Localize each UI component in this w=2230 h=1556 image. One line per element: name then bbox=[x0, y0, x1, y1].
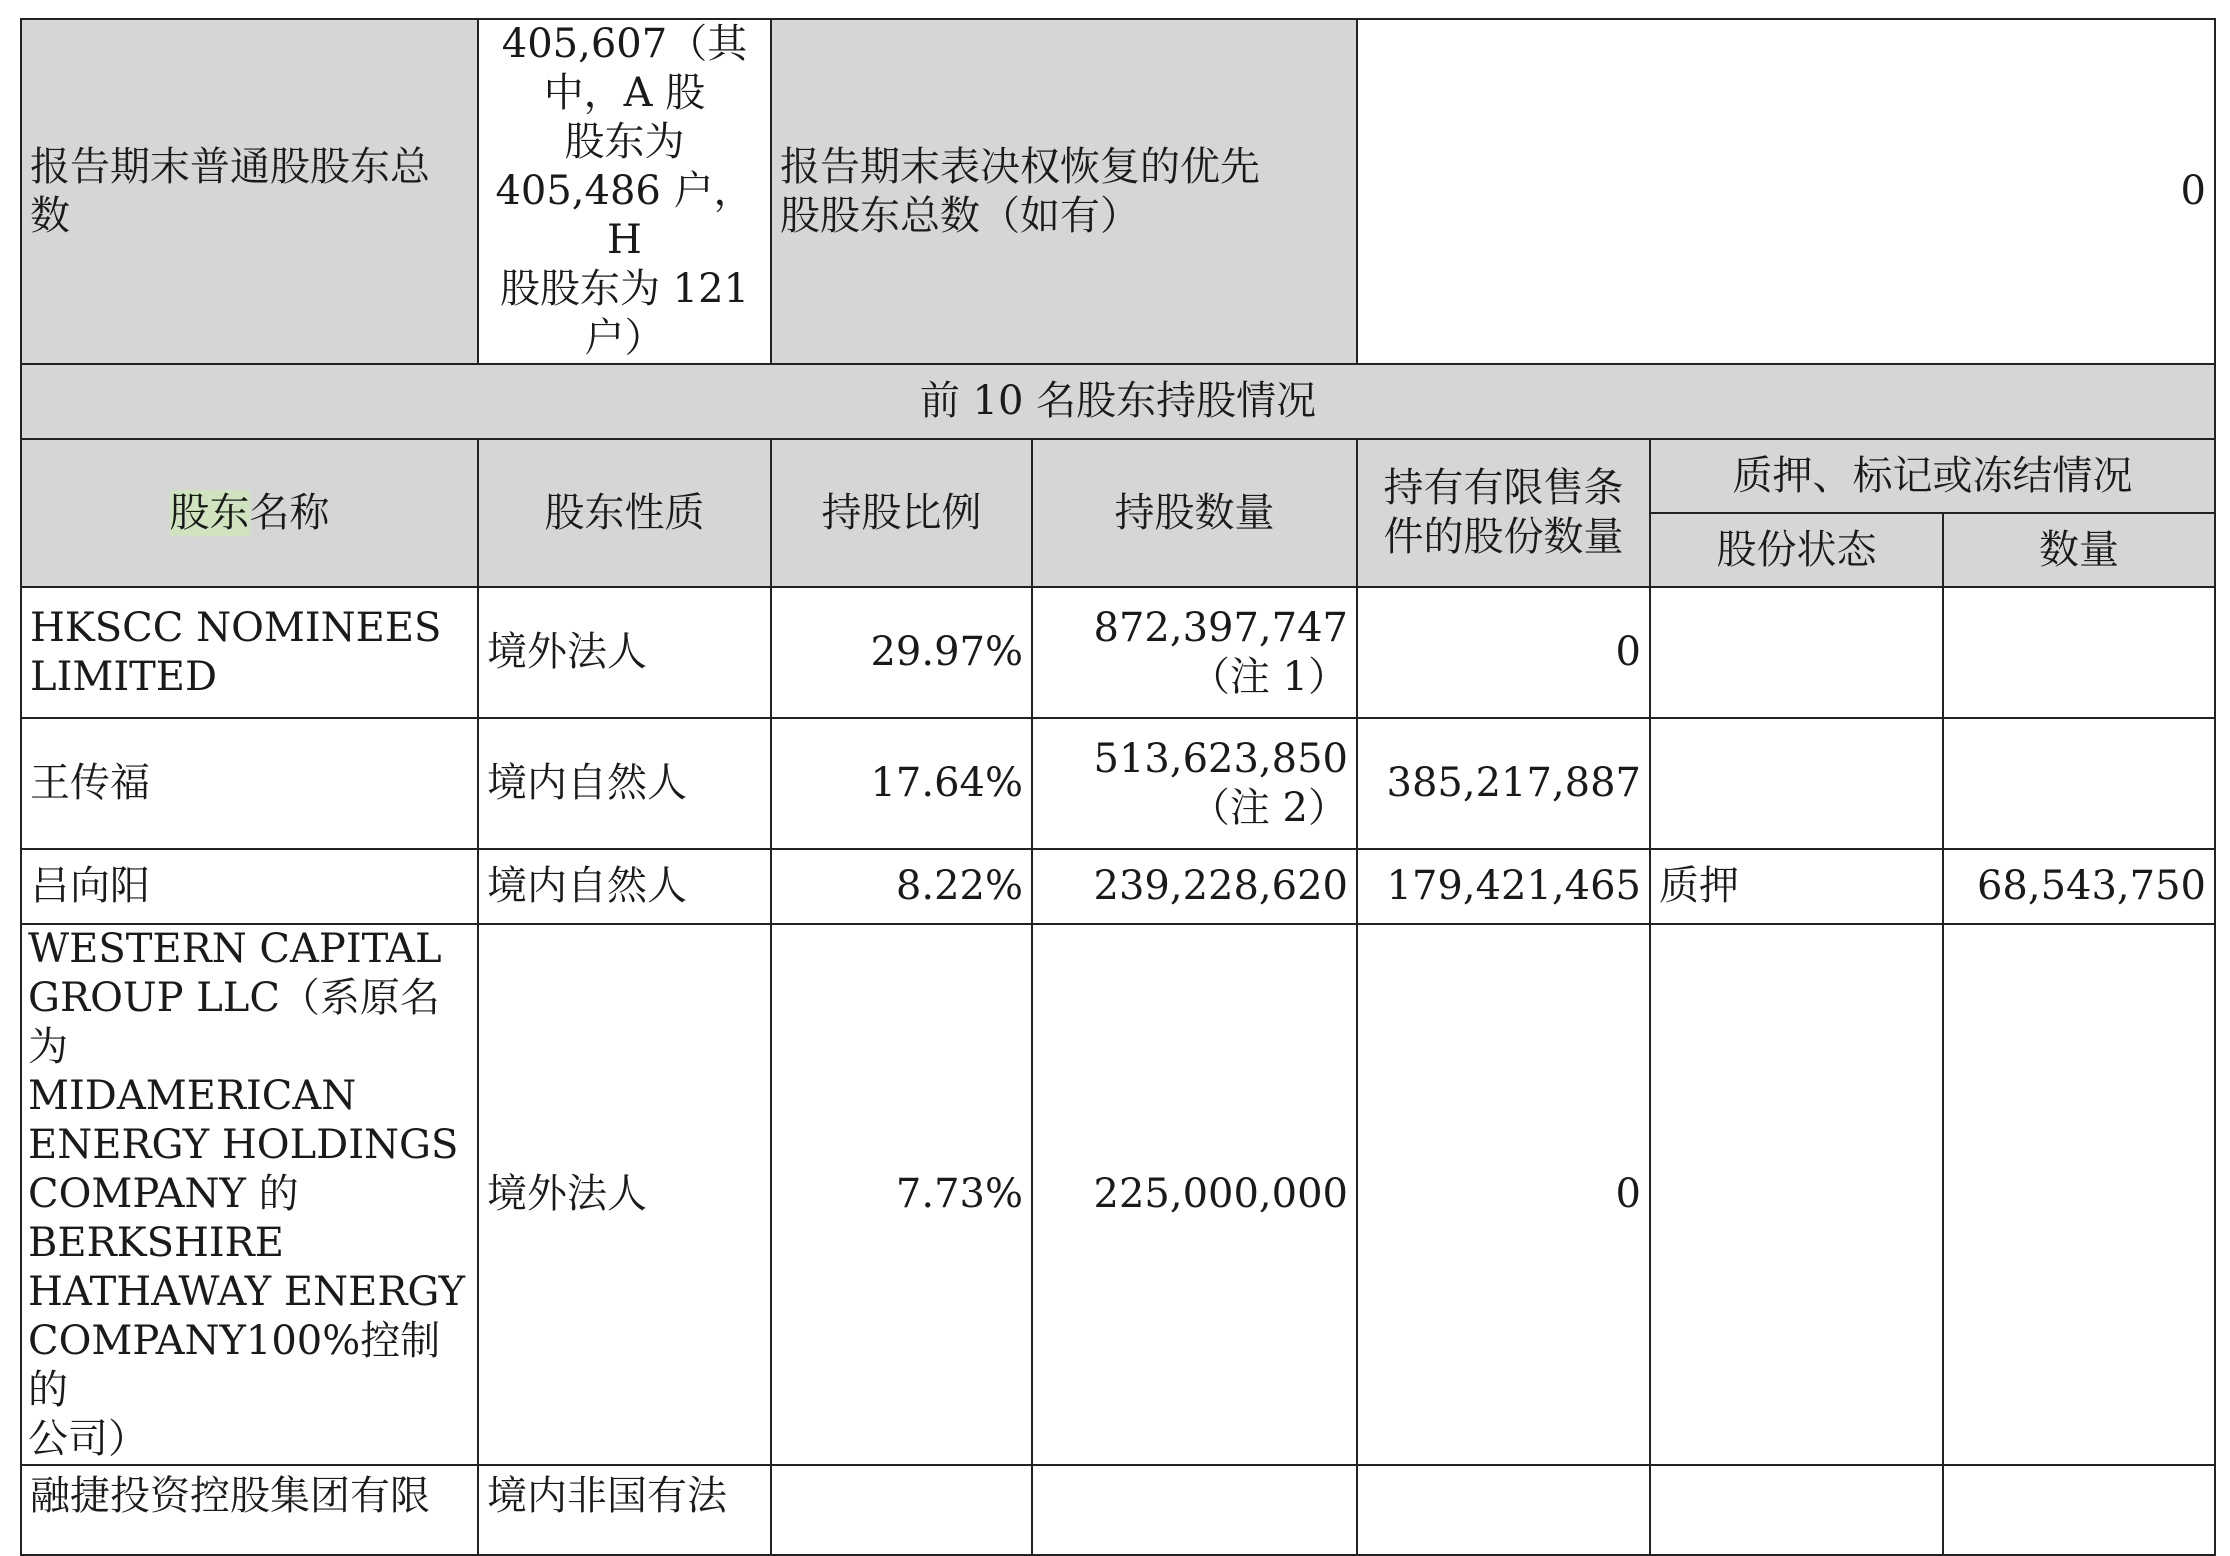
holding-ratio: 29.97% bbox=[771, 587, 1032, 718]
header-pledge-quantity: 数量 bbox=[1943, 513, 2215, 587]
section-title-row bbox=[21, 364, 2215, 439]
pledge-status bbox=[1650, 1465, 1943, 1555]
pledge-status: 质押 bbox=[1650, 849, 1943, 924]
header-restricted-shares: 持有有限售条 件的股份数量 bbox=[1357, 439, 1650, 587]
holding-quantity: 225,000,000 bbox=[1032, 924, 1357, 1465]
header-pledge-group: 质押、标记或冻结情况 bbox=[1650, 439, 2215, 513]
table-row bbox=[21, 849, 2215, 924]
header-pledge-status: 股份状态 bbox=[1650, 513, 1943, 587]
header-shareholder-nature: 股东性质 bbox=[478, 439, 771, 587]
pledge-status bbox=[1650, 924, 1943, 1465]
total-shareholders-label: 报告期末普通股股东总数 bbox=[21, 19, 478, 364]
pledge-quantity bbox=[1943, 1465, 2215, 1555]
summary-row bbox=[21, 19, 2215, 364]
pledge-quantity bbox=[1943, 718, 2215, 849]
table-row bbox=[21, 1465, 2215, 1555]
shareholder-name: 融捷投资控股集团有限 bbox=[21, 1465, 478, 1555]
table-row bbox=[21, 587, 2215, 718]
shareholder-name: 王传福 bbox=[21, 718, 478, 849]
holding-quantity bbox=[1032, 1465, 1357, 1555]
pledge-quantity bbox=[1943, 924, 2215, 1465]
preferred-shareholders-value: 0 bbox=[1357, 19, 2215, 364]
header-row-1 bbox=[21, 439, 2215, 513]
header-holding-ratio: 持股比例 bbox=[771, 439, 1032, 587]
shareholder-nature: 境外法人 bbox=[478, 587, 771, 718]
shareholder-name: 吕向阳 bbox=[21, 849, 478, 924]
restricted-shares bbox=[1357, 1465, 1650, 1555]
holding-quantity: 513,623,850 （注 2） bbox=[1032, 718, 1357, 849]
restricted-shares: 0 bbox=[1357, 587, 1650, 718]
pledge-quantity bbox=[1943, 587, 2215, 718]
pledge-status bbox=[1650, 718, 1943, 849]
preferred-shareholders-label: 报告期末表决权恢复的优先 股股东总数（如有） bbox=[771, 19, 1357, 364]
shareholder-nature: 境内自然人 bbox=[478, 849, 771, 924]
holding-quantity: 872,397,747 （注 1） bbox=[1032, 587, 1357, 718]
restricted-shares: 0 bbox=[1357, 924, 1650, 1465]
holding-ratio: 7.73% bbox=[771, 924, 1032, 1465]
shareholder-nature: 境内自然人 bbox=[478, 718, 771, 849]
table-row bbox=[21, 924, 2215, 1465]
section-title: 前 10 名股东持股情况 bbox=[21, 364, 2215, 439]
shareholder-nature: 境内非国有法 bbox=[478, 1465, 771, 1555]
shareholder-name: WESTERN CAPITAL GROUP LLC（系原名为 MIDAMERICAN ENERGY HOLDINGS COMPANY 的 BERKSHIRE HATHAWAY ENERGY COMPANY100%控制的 公司） bbox=[21, 924, 478, 1465]
header-holding-quantity: 持股数量 bbox=[1032, 439, 1357, 587]
restricted-shares: 179,421,465 bbox=[1357, 849, 1650, 924]
pledge-quantity: 68,543,750 bbox=[1943, 849, 2215, 924]
shareholder-table bbox=[20, 18, 2216, 1556]
total-shareholders-value: 405,607（其中，A 股 股东为 405,486 户，H 股股东为 121 户） bbox=[478, 19, 771, 364]
holding-ratio: 8.22% bbox=[771, 849, 1032, 924]
table-row bbox=[21, 718, 2215, 849]
holding-quantity: 239,228,620 bbox=[1032, 849, 1357, 924]
shareholder-name: HKSCC NOMINEES LIMITED bbox=[21, 587, 478, 718]
holding-ratio bbox=[771, 1465, 1032, 1555]
header-shareholder-name: 股东名称 bbox=[21, 439, 478, 587]
shareholder-nature: 境外法人 bbox=[478, 924, 771, 1465]
holding-ratio: 17.64% bbox=[771, 718, 1032, 849]
restricted-shares: 385,217,887 bbox=[1357, 718, 1650, 849]
pledge-status bbox=[1650, 587, 1943, 718]
